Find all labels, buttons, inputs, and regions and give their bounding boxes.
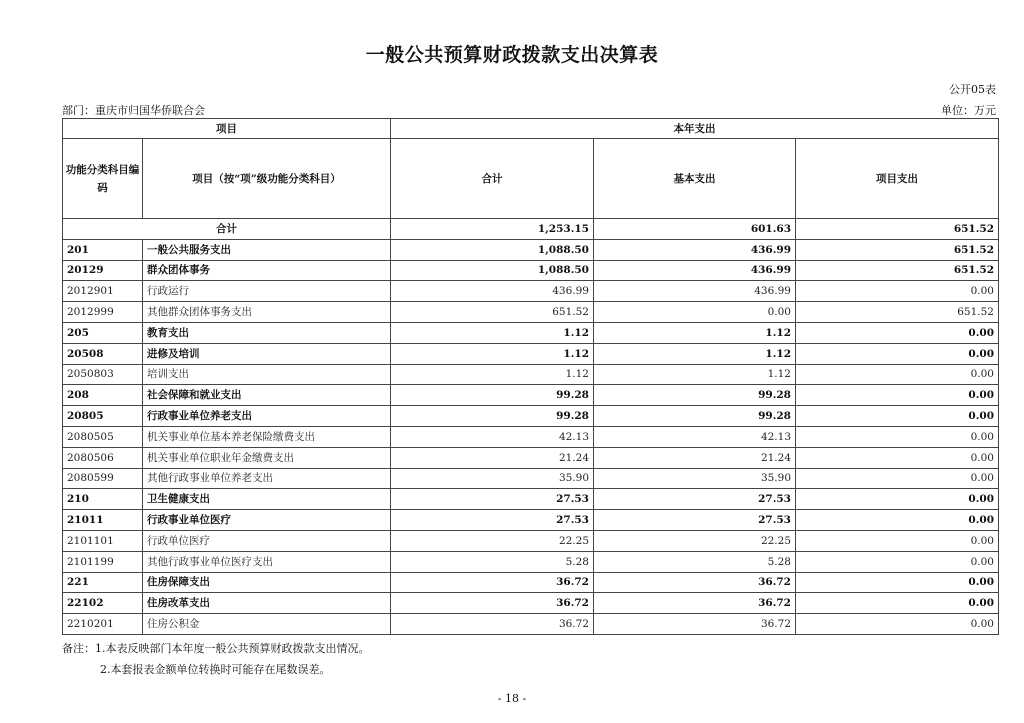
row-code: 2012999 [63, 302, 143, 323]
row-name: 其他行政事业单位养老支出 [143, 468, 391, 489]
page-title: 一般公共预算财政拨款支出决算表 [365, 44, 659, 66]
row-total: 21.24 [391, 447, 594, 468]
row-name: 社会保障和就业支出 [143, 385, 391, 406]
row-project: 0.00 [796, 551, 999, 572]
unit-label: 单位：万元 [941, 104, 996, 117]
row-basic: 436.99 [594, 260, 796, 281]
table-row [63, 510, 999, 531]
row-project: 0.00 [796, 614, 999, 635]
row-code: 2050803 [63, 364, 143, 385]
department-label: 部门：重庆市归国华侨联合会 [62, 104, 205, 117]
row-code: 205 [63, 322, 143, 343]
row-project: 0.00 [796, 489, 999, 510]
row-basic: 0.00 [594, 302, 796, 323]
row-project: 0.00 [796, 385, 999, 406]
row-basic: 36.72 [594, 572, 796, 593]
row-basic: 436.99 [594, 281, 796, 302]
row-name: 教育支出 [143, 322, 391, 343]
row-name: 其他群众团体事务支出 [143, 302, 391, 323]
row-project: 0.00 [796, 593, 999, 614]
row-total: 1,088.50 [391, 260, 594, 281]
row-name: 行政事业单位医疗 [143, 510, 391, 531]
row-total: 5.28 [391, 551, 594, 572]
row-basic: 22.25 [594, 530, 796, 551]
row-code: 2101101 [63, 530, 143, 551]
table-row [63, 239, 999, 260]
total-label: 合计 [63, 219, 391, 240]
table-row [63, 364, 999, 385]
row-code: 2210201 [63, 614, 143, 635]
header-this-year: 本年支出 [391, 119, 999, 139]
row-basic: 21.24 [594, 447, 796, 468]
row-total: 27.53 [391, 510, 594, 531]
row-basic: 1.12 [594, 364, 796, 385]
row-name: 机关事业单位职业年金缴费支出 [143, 447, 391, 468]
table-row [63, 302, 999, 323]
row-name: 住房保障支出 [143, 572, 391, 593]
row-total: 1.12 [391, 322, 594, 343]
row-project: 0.00 [796, 447, 999, 468]
row-basic: 1.12 [594, 343, 796, 364]
row-project: 0.00 [796, 426, 999, 447]
page-number: - 18 - [497, 692, 527, 705]
row-project: 0.00 [796, 364, 999, 385]
row-project: 651.52 [796, 239, 999, 260]
row-name: 一般公共服务支出 [143, 239, 391, 260]
table-row [63, 593, 999, 614]
row-name: 卫生健康支出 [143, 489, 391, 510]
row-total: 27.53 [391, 489, 594, 510]
row-code: 22102 [63, 593, 143, 614]
row-name: 进修及培训 [143, 343, 391, 364]
row-total: 1.12 [391, 364, 594, 385]
notes [62, 638, 370, 680]
table-row [63, 281, 999, 302]
row-basic: 42.13 [594, 426, 796, 447]
table-row [63, 322, 999, 343]
table-row [63, 447, 999, 468]
row-project: 0.00 [796, 572, 999, 593]
row-total: 42.13 [391, 426, 594, 447]
row-name: 群众团体事务 [143, 260, 391, 281]
row-project: 0.00 [796, 510, 999, 531]
row-project: 0.00 [796, 530, 999, 551]
header-name: 项目（按“项”级功能分类科目） [143, 139, 391, 219]
row-basic: 99.28 [594, 385, 796, 406]
header-code: 功能分类科目编码 [63, 139, 143, 219]
row-code: 2101199 [63, 551, 143, 572]
row-project: 0.00 [796, 343, 999, 364]
row-basic: 36.72 [594, 614, 796, 635]
note-line: 2.本套报表金额单位转换时可能存在尾数误差。 [100, 663, 331, 676]
row-project: 651.52 [796, 260, 999, 281]
row-code: 2080599 [63, 468, 143, 489]
row-total: 99.28 [391, 406, 594, 427]
row-total: 1,088.50 [391, 239, 594, 260]
table-row [63, 614, 999, 635]
row-basic: 99.28 [594, 406, 796, 427]
total-row [63, 219, 999, 240]
row-project: 0.00 [796, 322, 999, 343]
row-total: 436.99 [391, 281, 594, 302]
row-total: 651.52 [391, 302, 594, 323]
table-row [63, 426, 999, 447]
row-name: 行政运行 [143, 281, 391, 302]
table-row [63, 468, 999, 489]
note-line: 备注：1.本表反映部门本年度一般公共预算财政拨款支出情况。 [62, 642, 370, 655]
header-project: 项目支出 [796, 139, 999, 219]
form-number: 公开05表 [949, 83, 996, 96]
row-code: 21011 [63, 510, 143, 531]
table-row [63, 406, 999, 427]
row-name: 住房改革支出 [143, 593, 391, 614]
row-total: 1.12 [391, 343, 594, 364]
table-row [63, 572, 999, 593]
row-name: 行政单位医疗 [143, 530, 391, 551]
header-item: 项目 [63, 119, 391, 139]
total-basic: 601.63 [594, 219, 796, 240]
row-code: 20805 [63, 406, 143, 427]
row-name: 住房公积金 [143, 614, 391, 635]
row-code: 2080506 [63, 447, 143, 468]
row-total: 36.72 [391, 593, 594, 614]
row-basic: 27.53 [594, 489, 796, 510]
row-total: 22.25 [391, 530, 594, 551]
table-row [63, 260, 999, 281]
row-basic: 5.28 [594, 551, 796, 572]
header-total: 合计 [391, 139, 594, 219]
row-code: 2080505 [63, 426, 143, 447]
row-basic: 27.53 [594, 510, 796, 531]
row-project: 0.00 [796, 281, 999, 302]
row-code: 201 [63, 239, 143, 260]
row-name: 培训支出 [143, 364, 391, 385]
row-code: 20129 [63, 260, 143, 281]
row-code: 210 [63, 489, 143, 510]
row-total: 99.28 [391, 385, 594, 406]
row-project: 0.00 [796, 468, 999, 489]
row-total: 35.90 [391, 468, 594, 489]
row-basic: 1.12 [594, 322, 796, 343]
table-row [63, 551, 999, 572]
table-row [63, 385, 999, 406]
row-total: 36.72 [391, 614, 594, 635]
row-name: 其他行政事业单位医疗支出 [143, 551, 391, 572]
row-code: 208 [63, 385, 143, 406]
table-row [63, 530, 999, 551]
row-basic: 35.90 [594, 468, 796, 489]
row-code: 20508 [63, 343, 143, 364]
row-total: 36.72 [391, 572, 594, 593]
total-sum: 1,253.15 [391, 219, 594, 240]
row-project: 0.00 [796, 406, 999, 427]
row-basic: 36.72 [594, 593, 796, 614]
row-name: 机关事业单位基本养老保险缴费支出 [143, 426, 391, 447]
table-row [63, 489, 999, 510]
header-basic: 基本支出 [594, 139, 796, 219]
row-code: 2012901 [63, 281, 143, 302]
row-code: 221 [63, 572, 143, 593]
row-name: 行政事业单位养老支出 [143, 406, 391, 427]
budget-table [62, 118, 999, 635]
row-basic: 436.99 [594, 239, 796, 260]
table-row [63, 343, 999, 364]
row-project: 651.52 [796, 302, 999, 323]
total-project: 651.52 [796, 219, 999, 240]
